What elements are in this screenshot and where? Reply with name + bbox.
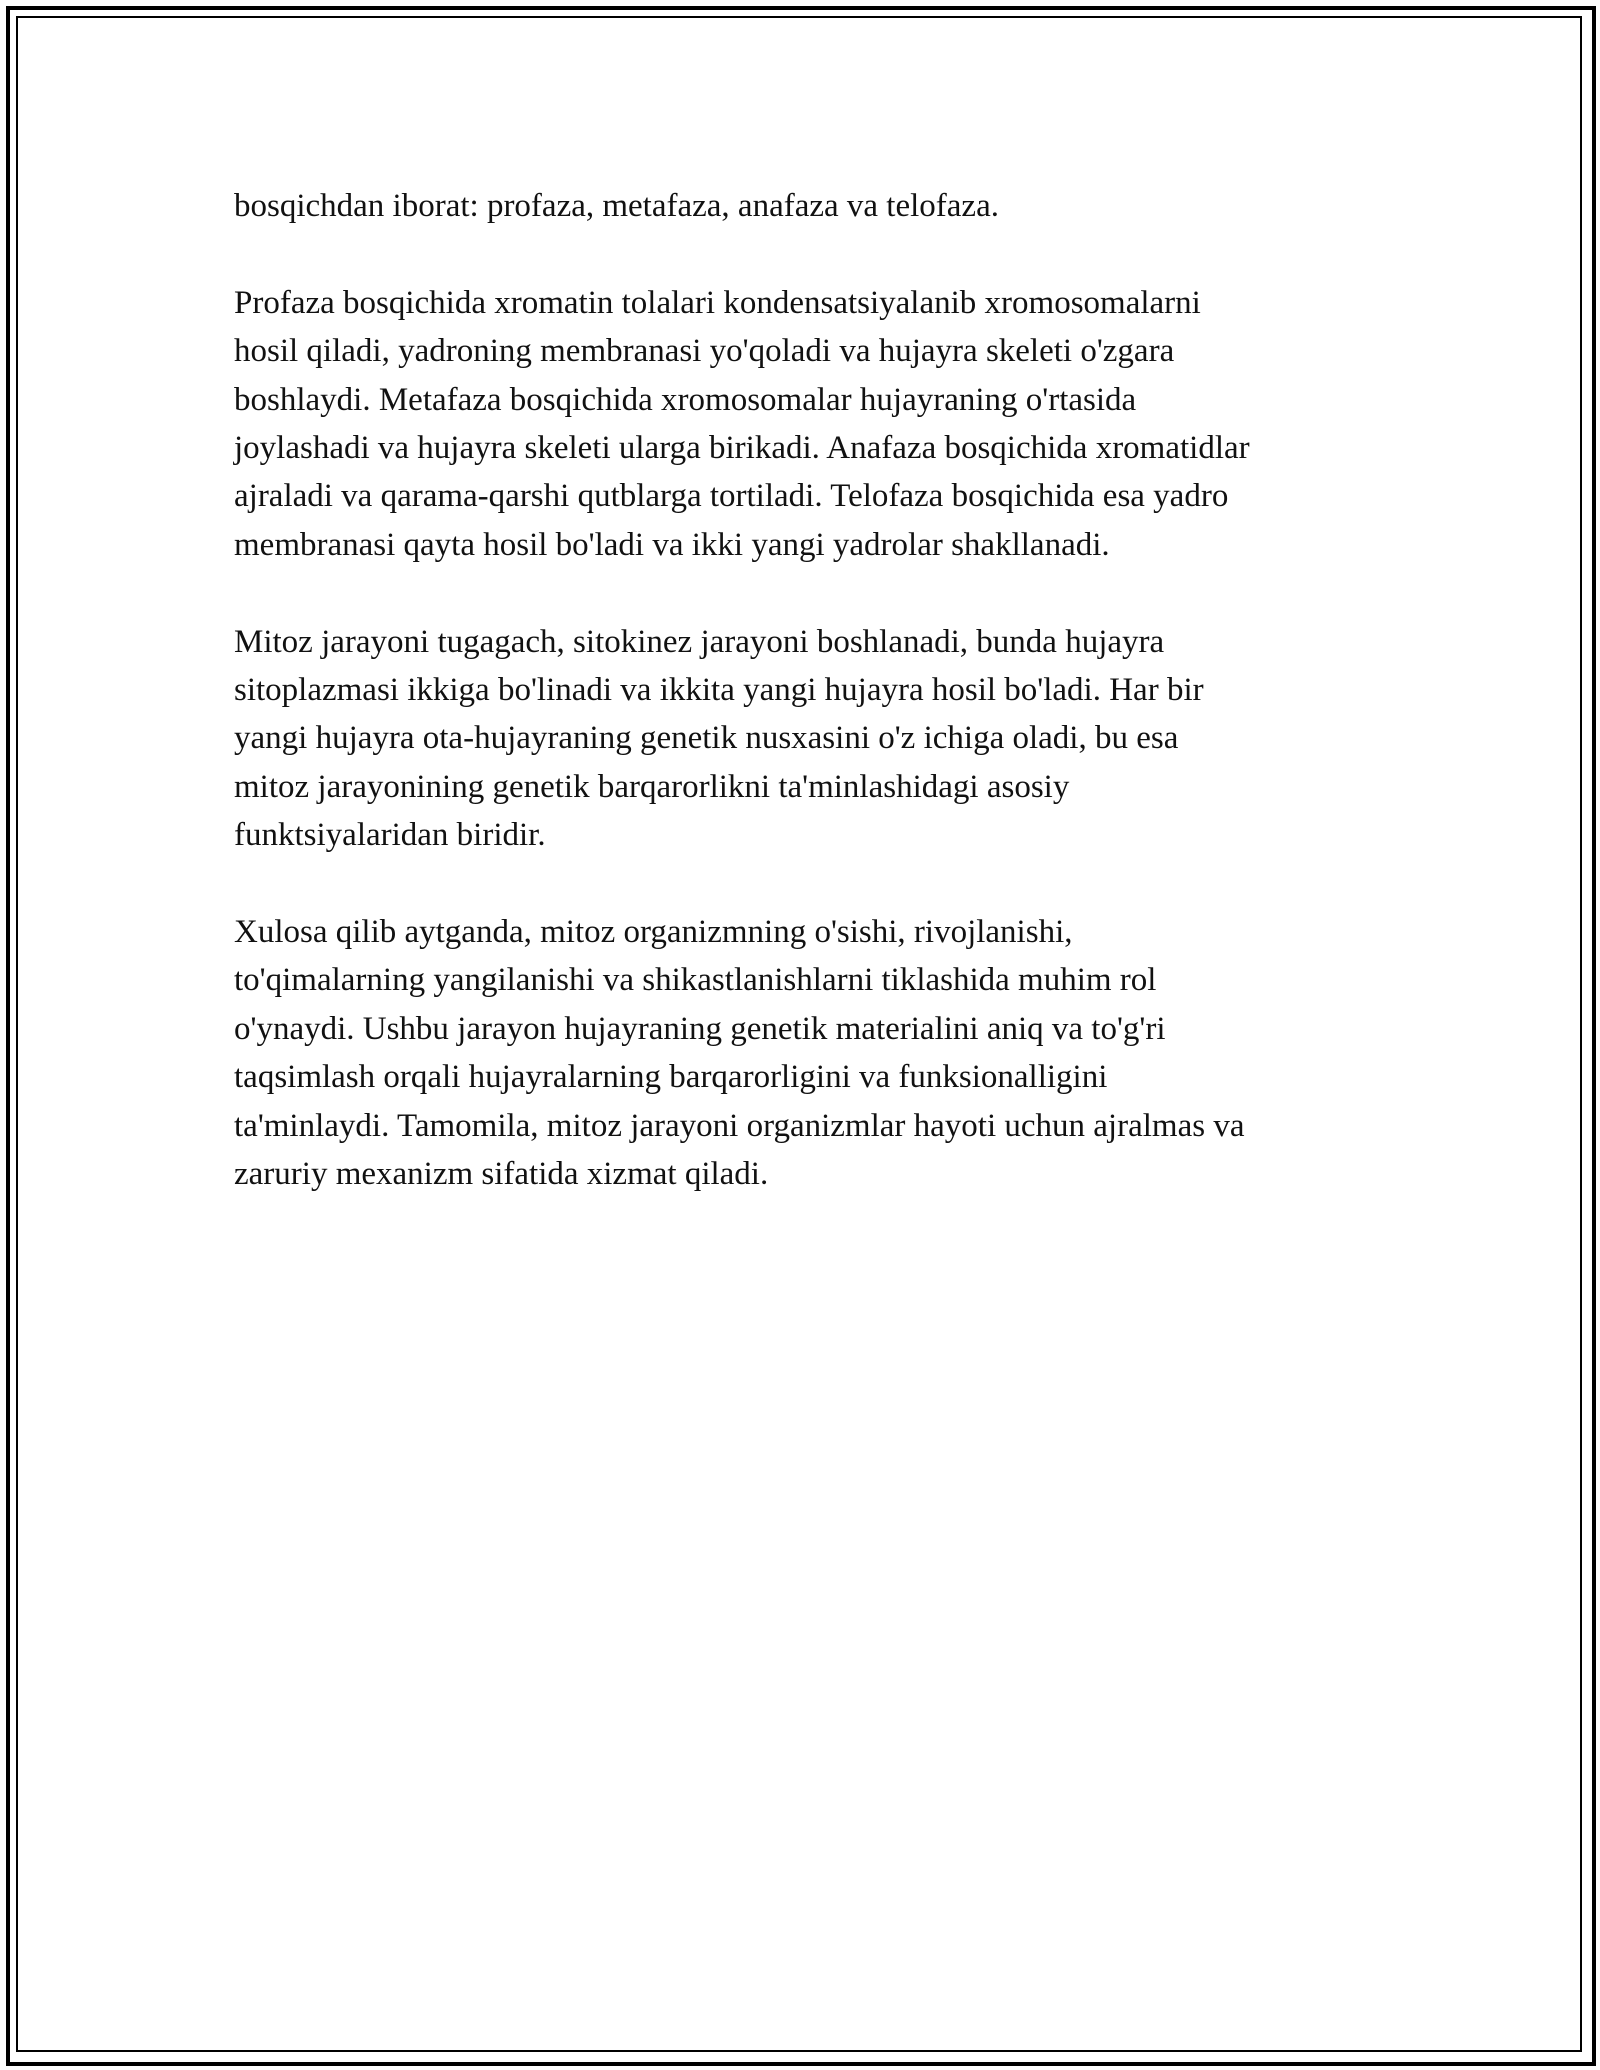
text-line: to'qimalarning yangilanishi va shikastlanishlarni tiklashida muhim rol [234,962,1157,999]
text-line: funktsiyalaridan biridir. [234,817,546,854]
document-body [234,182,1374,1198]
paragraph-1 [234,182,1374,230]
text-line: Profaza bosqichida xromatin tolalari kondensatsiyalanib xromosomalarni [234,284,1201,321]
text-line: taqsimlash orqali hujayralarning barqarorligini va funksionalligini [234,1059,1108,1096]
text-line: zaruriy mexanizm sifatida xizmat qiladi. [234,1156,769,1193]
text-line: boshlaydi. Metafaza bosqichida xromosomalar hujayraning o'rtasida [234,381,1137,418]
text-line: ajraladi va qarama-qarshi qutblarga tortiladi. Telofaza bosqichida esa yadro [234,478,1229,515]
text-line: yangi hujayra ota-hujayraning genetik nusxasini o'z ichiga oladi, bu esa [234,720,1179,757]
text-line: hosil qiladi, yadroning membranasi yo'qoladi va hujayra skeleti o'zgara [234,333,1175,370]
paragraph-2 [234,279,1374,569]
text-line: Xulosa qilib aytganda, mitoz organizmning o'sishi, rivojlanishi, [234,914,1073,951]
text-line: membranasi qayta hosil bo'ladi va ikki yangi yadrolar shakllanadi. [234,526,1110,563]
paragraph-4 [234,908,1374,1198]
text-line: Mitoz jarayoni tugagach, sitokinez jarayoni boshlanadi, bunda hujayra [234,623,1165,660]
text-line: mitoz jarayonining genetik barqarorlikni ta'minlashidagi asosiy [234,768,1070,805]
text-line: ta'minlaydi. Tamomila, mitoz jarayoni organizmlar hayoti uchun ajralmas va [234,1107,1245,1144]
text-line: joylashadi va hujayra skeleti ularga birikadi. Anafaza bosqichida xromatidlar [234,430,1250,467]
text-line: sitoplazmasi ikkiga bo'linadi va ikkita yangi hujayra hosil bo'ladi. Har bir [234,672,1204,709]
text-line: o'ynaydi. Ushbu jarayon hujayraning genetik materialini aniq va to'g'ri [234,1010,1166,1047]
paragraph-3 [234,618,1374,860]
text-line: bosqichdan iborat: profaza, metafaza, anafaza va telofaza. [234,188,999,224]
